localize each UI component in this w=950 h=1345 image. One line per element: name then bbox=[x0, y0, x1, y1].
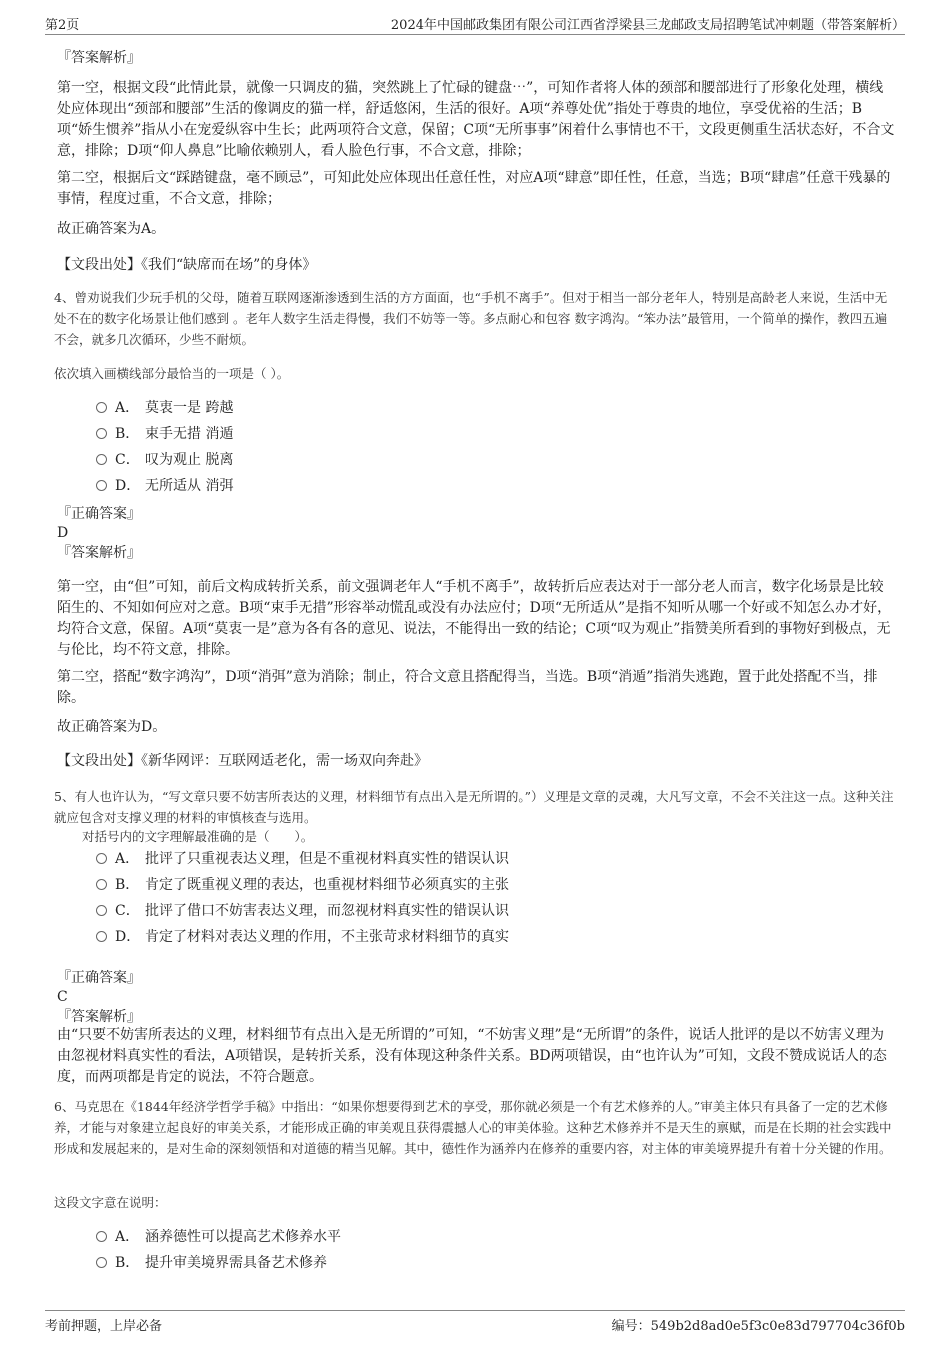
radio-icon[interactable] bbox=[96, 931, 107, 942]
q5-analysis-label: 『答案解析』 bbox=[57, 1009, 141, 1025]
radio-icon[interactable] bbox=[96, 480, 107, 491]
radio-icon[interactable] bbox=[96, 1231, 107, 1242]
radio-icon[interactable] bbox=[96, 428, 107, 439]
page-header bbox=[45, 14, 905, 35]
q3-answer-statement: 故正确答案为A。 bbox=[57, 221, 166, 237]
q5-option-a[interactable]: A． 批评了只重视表达义理，但是不重视材料真实性的错误认识 bbox=[96, 849, 509, 869]
q4-analysis-label: 『答案解析』 bbox=[57, 545, 141, 561]
q5-stem: 5、有人也许认为，“写文章只要不妨害所表达的义理，材料细节有点出入是无所谓的。”）义理是文章的灵魂，大凡写文章，不会不关注这一点。这种关注就应包含对支撑义理的材料的审慎核查与选用。 bbox=[54, 789, 894, 825]
q3-analysis-label: 『答案解析』 bbox=[57, 50, 141, 66]
radio-icon[interactable] bbox=[96, 1257, 107, 1268]
q6-option-b[interactable]: B． 提升审美境界需具备艺术修养 bbox=[96, 1253, 327, 1273]
radio-icon[interactable] bbox=[96, 905, 107, 916]
radio-icon[interactable] bbox=[96, 454, 107, 465]
q5-answer-label: 『正确答案』 bbox=[57, 970, 141, 986]
page-number: 第2页 bbox=[45, 18, 80, 33]
q4-analysis-p1: 第一空，由“但”可知，前后文构成转折关系，前文强调老年人“手机不离手”，故转折后应表达对于一部分老人而言，数字化场景是比较陌生的、不知如何应对之意。B项“束手无措”形容举动慌乱或没有办法应付；D项“无所适从”是指不知听从哪一个好或不知怎么办才好，均符合文意，保留。A项“莫衷一是”意为各有各的意见、说法，不能得出一致的结论；C项“叹为观止”指赞美所看到的事物好到极点，无与伦比，均不符文意，排除。 bbox=[57, 579, 892, 658]
q4-answer-statement: 故正确答案为D。 bbox=[57, 719, 167, 735]
q5-analysis: 由“只要不妨害所表达的义理，材料细节有点出入是无所谓的”可知，“不妨害义理”是“无所谓”的条件，说话人批评的是以不妨害义理为由忽视材料真实性的看法，A项错误，是转折关系，没有体现这种条件关系。BD两项错误，由“也许认为”可知，文段不赞成说话人的态度，而两项都是肯定的说法，不符合题意。 bbox=[57, 1027, 887, 1085]
q5-option-c[interactable]: C． 批评了借口不妨害表达义理，而忽视材料真实性的错误认识 bbox=[96, 901, 509, 921]
q3-source: 【文段出处】《我们“缺席而在场”的身体》 bbox=[57, 257, 317, 273]
q4-answer: D bbox=[57, 525, 69, 541]
document-id: 编号：549b2d8ad0e5f3c0e83d797704c36f0b bbox=[611, 1319, 905, 1334]
q4-option-c[interactable]: C． 叹为观止 脱离 bbox=[96, 450, 233, 470]
q4-option-d[interactable]: D． 无所适从 消弭 bbox=[96, 476, 233, 496]
q3-analysis-p1: 第一空，根据文段“此情此景，就像一只调皮的猫，突然跳上了忙碌的键盘⋯”，可知作者将人体的颈部和腰部进行了形象化处理，横线处应体现出“颈部和腰部”生活的像调皮的猫一样，舒适悠闲，生活的很好。A项“养尊处优”指处于尊贵的地位，享受优裕的生活；B项“娇生惯养”指从小在宠爱纵容中生长；此两项符合文意，保留；C项“无所事事”闲着什么事情也不干，文段更侧重生活状态好，不合文意，排除；D项“仰人鼻息”比喻依赖别人，看人脸色行事，不合文意，排除； bbox=[57, 80, 895, 159]
q4-prompt: 依次填入画横线部分最恰当的一项是（ ）。 bbox=[54, 366, 290, 381]
q4-source: 【文段出处】《新华网评：互联网适老化，需一场双向奔赴》 bbox=[57, 753, 428, 769]
q4-stem: 4、曾劝说我们少玩手机的父母，随着互联网逐渐渗透到生活的方方面面，也“手机不离手”。但对于相当一部分老年人，特别是高龄老人来说，生活中无处不在的数字化场景让他们感到 。老年人数字生活走得慢，我们不妨等一等。多点耐心和包容 数字鸿沟。“笨办法”最管用，一个简单的操作，教四五遍不会，就多几次循环，少些不耐烦。 bbox=[54, 290, 888, 347]
q4-analysis-p2: 第二空，搭配“数字鸿沟”，D项“消弭”意为消除；制止，符合文意且搭配得当，当选。B项“消遁”指消失逃跑，置于此处搭配不当，排除。 bbox=[57, 669, 878, 706]
radio-icon[interactable] bbox=[96, 853, 107, 864]
radio-icon[interactable] bbox=[96, 402, 107, 413]
q4-option-a[interactable]: A． 莫衷一是 跨越 bbox=[96, 398, 233, 418]
page-footer bbox=[45, 1310, 905, 1334]
radio-icon[interactable] bbox=[96, 879, 107, 890]
q6-option-a[interactable]: A． 涵养德性可以提高艺术修养水平 bbox=[96, 1227, 341, 1247]
q4-answer-label: 『正确答案』 bbox=[57, 506, 141, 522]
q5-answer: C bbox=[57, 989, 68, 1005]
q3-analysis-p2: 第二空，根据后文“踩踏键盘，毫不顾忌”，可知此处应体现出任意任性，对应A项“肆意”即任性，任意，当选；B项“肆虐”任意干残暴的事情，程度过重，不合文意，排除； bbox=[57, 170, 891, 207]
footer-slogan: 考前押题，上岸必备 bbox=[45, 1319, 163, 1334]
q5-option-d[interactable]: D． 肯定了材料对表达义理的作用，不主张苛求材料细节的真实 bbox=[96, 927, 509, 947]
q5-option-b[interactable]: B． 肯定了既重视义理的表达，也重视材料细节必须真实的主张 bbox=[96, 875, 509, 895]
q4-option-b[interactable]: B． 束手无措 消遁 bbox=[96, 424, 233, 444]
q5-prompt: 对括号内的文字理解最准确的是（ ）。 bbox=[82, 829, 314, 844]
document-title: 2024年中国邮政集团有限公司江西省浮梁县三龙邮政支局招聘笔试冲刺题（带答案解析） bbox=[390, 18, 905, 33]
q6-stem: 6、马克思在《1844年经济学哲学手稿》中指出：“如果你想要得到艺术的享受，那你就必须是一个有艺术修养的人。”审美主体只有具备了一定的艺术修养，才能与对象建立起良好的审美关系，才能形成正确的审美观且获得震撼人心的审美体验。这种艺术修养并不是天生的禀赋，而是在长期的社会实践中形成和发展起来的，是对生命的深刻领悟和对道德的精当见解。其中，德性作为涵养内在修养的重要内容，对主体的审美境界提升有着十分关键的作用。 bbox=[54, 1099, 892, 1156]
q6-prompt: 这段文字意在说明： bbox=[54, 1195, 167, 1210]
